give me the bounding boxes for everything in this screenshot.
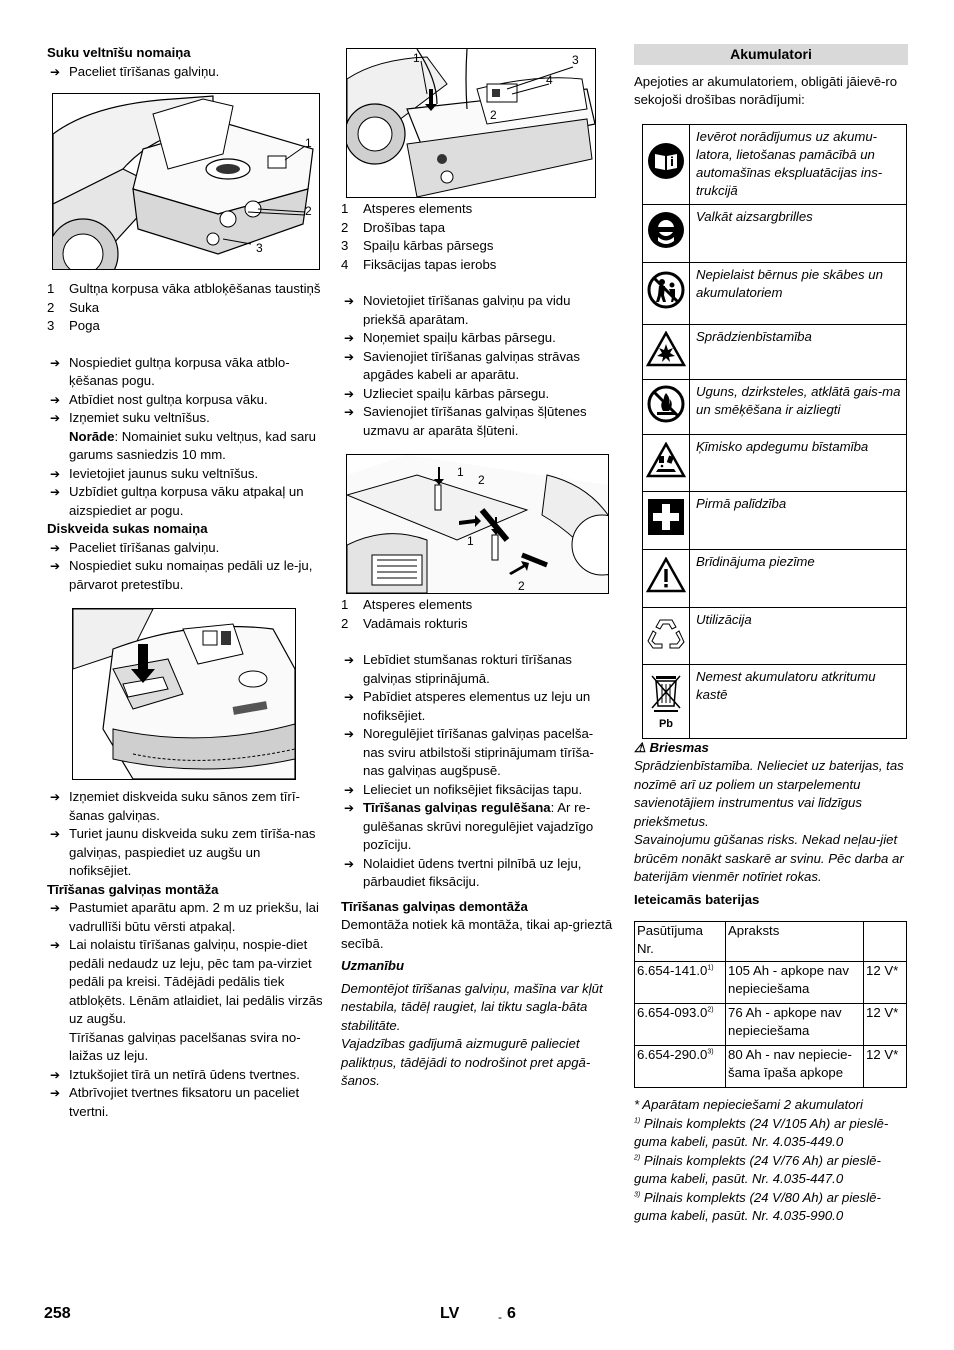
step: ➔ Savienojiet tīrīšanas galviņas šļūtenes uzmavu ar aparāta šļūteni. [341, 403, 614, 440]
step: ➔ Pabīdiet atsperes elementus uz leju un nofiksējiet. [341, 688, 614, 725]
figure-callout: 1 [467, 534, 474, 548]
page-number: 258 [44, 1305, 71, 1322]
language-code: LV [440, 1305, 460, 1322]
order-number-cell: 6.654-093.0$^{2)}$ [635, 1004, 726, 1046]
step: ➔ Paceliet tīrīšanas galviņu. [47, 539, 323, 558]
footnote: * Aparātam nepieciešami 2 akumulatori [634, 1097, 863, 1112]
step: ➔ Pastumiet aparātu apm. 2 m uz priekšu, lai vadrullīši būtu vērsti atpakaļ. [47, 899, 323, 936]
warning-triangle-icon: ⚠ [634, 739, 646, 755]
step: ➔ Noņemiet spaiļu kārbas pārsegu. [341, 329, 614, 348]
figure-callout: 3 [256, 241, 263, 255]
legend-item: 2 Vadāmais rokturis [341, 615, 468, 631]
figure-callout: 2 [518, 579, 525, 593]
step: ➔ Nolaidiet ūdens tvertni pilnībā uz leju, pārbaudiet fiksāciju. [341, 855, 614, 892]
description-cell: 80 Ah - nav nepiecie-šama īpaša apkope [726, 1046, 864, 1088]
table-row [643, 204, 907, 262]
first-aid-icon [647, 498, 685, 536]
section-title-batteries: Akumulatori [634, 44, 908, 65]
table-row [643, 607, 907, 664]
figure-push-handle [346, 454, 609, 594]
symbol-text: Uguns, dzirksteles, atklātā gais-ma un smēķēšana ir aizliegti [690, 379, 907, 434]
step: ➔ Izņemiet diskveida suku sānos zem tīrī-šanas galviņas. [47, 788, 323, 825]
table-row [643, 664, 907, 738]
voltage-cell: 12 V* [864, 1046, 907, 1088]
heading-recommended-batteries: Ieteicamās baterijas [634, 891, 760, 907]
table-row [643, 379, 907, 434]
table-row [635, 1046, 907, 1088]
footnote: $^{1)}$ Pilnais komplekts (24 V/105 Ah) ar pieslē-guma kabeli, pasūt. Nr. 4.035-449.0 [634, 1115, 889, 1149]
footnote: $^{3)}$ Pilnais komplekts (24 V/80 Ah) ar pieslē-guma kabeli, pasūt. Nr. 4.035-990.0 [634, 1189, 881, 1223]
step: ➔ Lebīdiet stumšanas rokturi tīrīšanas galviņas stiprinājumā. [341, 651, 614, 688]
column-header: Apraksts [726, 922, 864, 962]
figure-callout: 2 [490, 108, 497, 122]
step: ➔ Novietojiet tīrīšanas galviņu pa vidu priekšā aparātam. [341, 292, 614, 329]
description-cell: 76 Ah - apkope nav nepieciešama [726, 1004, 864, 1046]
legend-item: 3 Poga [47, 318, 100, 333]
legend-item: 2 Suka [47, 299, 100, 315]
step: ➔ Izņemiet suku veltnīšus. [47, 409, 323, 428]
table-row [643, 262, 907, 324]
legend-item: 1 Atsperes elements [341, 597, 473, 612]
danger-text: Sprādzienbīstamība. Nelieciet uz baterijas, tas nozīmē arī uz poliem un starpelementu savienotājiem instrumentus vai līdzīgus priekšmetus. [634, 758, 904, 829]
table-row [643, 124, 907, 204]
step: ➔ Nospiediet suku nomaiņas pedāli uz le-ju, pārvarot pretestību. [47, 557, 323, 594]
figure-callout: 1 [457, 465, 464, 479]
batteries-table [634, 921, 907, 1088]
step: ➔ Atbīdiet nost gultņa korpusa vāku. [47, 391, 323, 410]
symbol-text: Nemest akumulatoru atkritumu kastē [690, 664, 907, 738]
symbol-text: Utilizācija [690, 607, 907, 664]
heading-disc-brush-replace: Diskveida sukas nomaiņa [47, 521, 208, 536]
column-3 [634, 44, 908, 1226]
footer-separator: - [498, 1310, 502, 1324]
heading-head-dismount: Tīrīšanas galviņas demontāža [341, 898, 528, 914]
column-header: Pasūtījuma Nr. [635, 922, 726, 962]
step: ➔ Lelieciet un nofiksējiet fiksācijas tapu. [341, 781, 614, 800]
step: ➔ Turiet jaunu diskveida suku zem tīrīša-nas galviņas, paspiediet uz augšu un nofiksējiet. [47, 825, 323, 881]
step-result: Tīrīšanas galviņas pacelšanas svira no-laižas uz leju. [69, 1029, 301, 1063]
step: ➔ Lai nolaistu tīrīšanas galviņu, nospie-diet pedāli nedaudz uz leju, pēc tam pa-virziet pedāli pa kreisi. Tādējādi pedālis tiek atbloķēts. Lēnām atlaidiet, lai pedālis virzās uz augšu. [47, 936, 323, 1029]
column-2 [341, 44, 614, 1091]
figure-terminal-box [346, 48, 596, 198]
machine-illustration [73, 609, 295, 779]
step: ➔ Paceliet tīrīšanas galviņu. [47, 63, 323, 82]
machine-illustration [53, 94, 319, 269]
danger-heading: ⚠ Briesmas [634, 739, 709, 755]
table-row [635, 1004, 907, 1046]
step: ➔ Nospiediet gultņa korpusa vāka atblo-ķēšanas pogu. [47, 354, 323, 391]
legend-item: 4 Fiksācijas tapas ierobs [341, 256, 497, 272]
crossed-bin-icon [648, 672, 684, 720]
table-row [635, 962, 907, 1004]
table-header-row [635, 922, 907, 962]
machine-illustration [347, 49, 595, 197]
step: ➔ Tīrīšanas galviņas regulēšana: Ar re-gulēšanas skrūvi noregulējiet vajadzīgo pozīciju. [341, 799, 614, 855]
figure-callout: 1 [305, 136, 312, 150]
no-children-icon [647, 271, 685, 309]
figure-callout: 1 [413, 51, 420, 65]
symbol-text: Ķīmisko apdegumu bīstamība [690, 434, 907, 491]
table-row [643, 549, 907, 607]
symbol-text: Brīdinājuma piezīme [690, 549, 907, 607]
book-manual-icon [647, 142, 685, 180]
danger-text: Savainojumu gūšanas risks. Nekad neļau-jiet brūcēm nonākt saskarē ar svinu. Pēc darba ar baterijām vienmēr notīriet rokas. [634, 832, 904, 884]
symbol-text: Sprādzienbīstamība [690, 324, 907, 379]
footnote: $^{2)}$ Pilnais komplekts (24 V/76 Ah) ar pieslē-guma kabeli, pasūt. Nr. 4.035-447.0 [634, 1152, 881, 1186]
lead-symbol-label: Pb [658, 718, 674, 731]
symbol-text: Nepielaist bērnus pie skābes un akumulatoriem [690, 262, 907, 324]
table-row [643, 491, 907, 549]
table-row [643, 324, 907, 379]
note: Norāde: Nomainiet suku veltņus, kad saru garums sasniedzis 10 mm. [69, 428, 317, 462]
step: ➔ Ievietojiet jaunus suku veltnīšus. [47, 465, 323, 484]
figure-disc-brush [72, 608, 296, 780]
heading-roller-brush-replace: Suku veltnīšu nomaiņa [47, 45, 191, 60]
column-1 [47, 44, 323, 1121]
step: ➔ Uzbīdiet gultņa korpusa vāku atpakaļ un aizspiediet ar pogu. [47, 483, 323, 520]
figure-callout: 2 [478, 473, 485, 487]
heading-head-mounting: Tīrīšanas galviņas montāža [47, 881, 219, 897]
safety-symbols-table [642, 124, 907, 739]
column-header [864, 922, 907, 962]
step: ➔ Savienojiet tīrīšanas galviņas strāvas apgādes kabeli ar aparātu. [341, 348, 614, 385]
safety-goggles-icon [647, 211, 685, 249]
paragraph: Demontāža notiek kā montāža, tikai ap-grieztā secībā. [341, 917, 613, 951]
legend-item: 2 Drošības tapa [341, 219, 446, 235]
figure-callout: 3 [572, 53, 579, 67]
order-number-cell: 6.654-141.0$^{1)}$ [635, 962, 726, 1004]
no-fire-smoking-icon [647, 385, 685, 423]
caution-heading: Uzmanību [341, 958, 405, 973]
legend-item: 1 Atsperes elements [341, 201, 473, 216]
legend-item: 1 Gultņa korpusa vāka atbloķēšanas taustiņš [47, 281, 321, 296]
symbol-text: Valkāt aizsargbrilles [690, 204, 907, 262]
intro-text: Apejoties ar akumulatoriem, obligāti jāievē-ro sekojoši drošības norādījumi: [634, 73, 898, 107]
step: ➔ Noregulējiet tīrīšanas galviņas pacelša-nas sviru atbilstoši stiprinājumam tīrīša-nas galviņas augšpusē. [341, 725, 614, 781]
step: ➔ Atbrīvojiet tvertnes fiksatoru un paceliet tvertni. [47, 1084, 323, 1121]
warning-triangle-icon [646, 557, 686, 593]
legend-item: 3 Spaiļu kārbas pārsegs [341, 238, 494, 253]
voltage-cell: 12 V* [864, 1004, 907, 1046]
step: ➔ Uzlieciet spaiļu kārbas pārsegu. [341, 385, 614, 404]
chemical-burn-icon [646, 442, 686, 478]
figure-roller-brush [52, 93, 320, 270]
figure-callout: 4 [546, 73, 553, 87]
table-row [643, 434, 907, 491]
symbol-text: Pirmā palīdzība [690, 491, 907, 549]
step: ➔ Iztukšojiet tīrā un netīrā ūdens tvertnes. [47, 1066, 323, 1085]
symbol-text: Ievērot norādījumus uz akumu-latora, lietošanas pamācībā un automašīnas ekspluatācijas ins-trukcijā [690, 124, 907, 204]
explosion-warning-icon [646, 331, 686, 367]
recycle-icon [646, 614, 686, 652]
caution-text: Demontējot tīrīšanas galviņu, mašīna var kļūt nestabila, tādēļ raugiet, lai tiktu sagla-bāta stabilitāte. [341, 980, 603, 1033]
section-number: 6 [507, 1305, 516, 1322]
figure-callout: 2 [305, 204, 312, 218]
order-number-cell: 6.654-290.0$^{3)}$ [635, 1046, 726, 1088]
description-cell: 105 Ah - apkope nav nepieciešama [726, 962, 864, 1004]
caution-text: Vajadzības gadījumā aizmugurē palieciet paliktņus, tādējādi to nodrošinot pret apgā-šanos. [341, 1036, 591, 1088]
voltage-cell: 12 V* [864, 962, 907, 1004]
